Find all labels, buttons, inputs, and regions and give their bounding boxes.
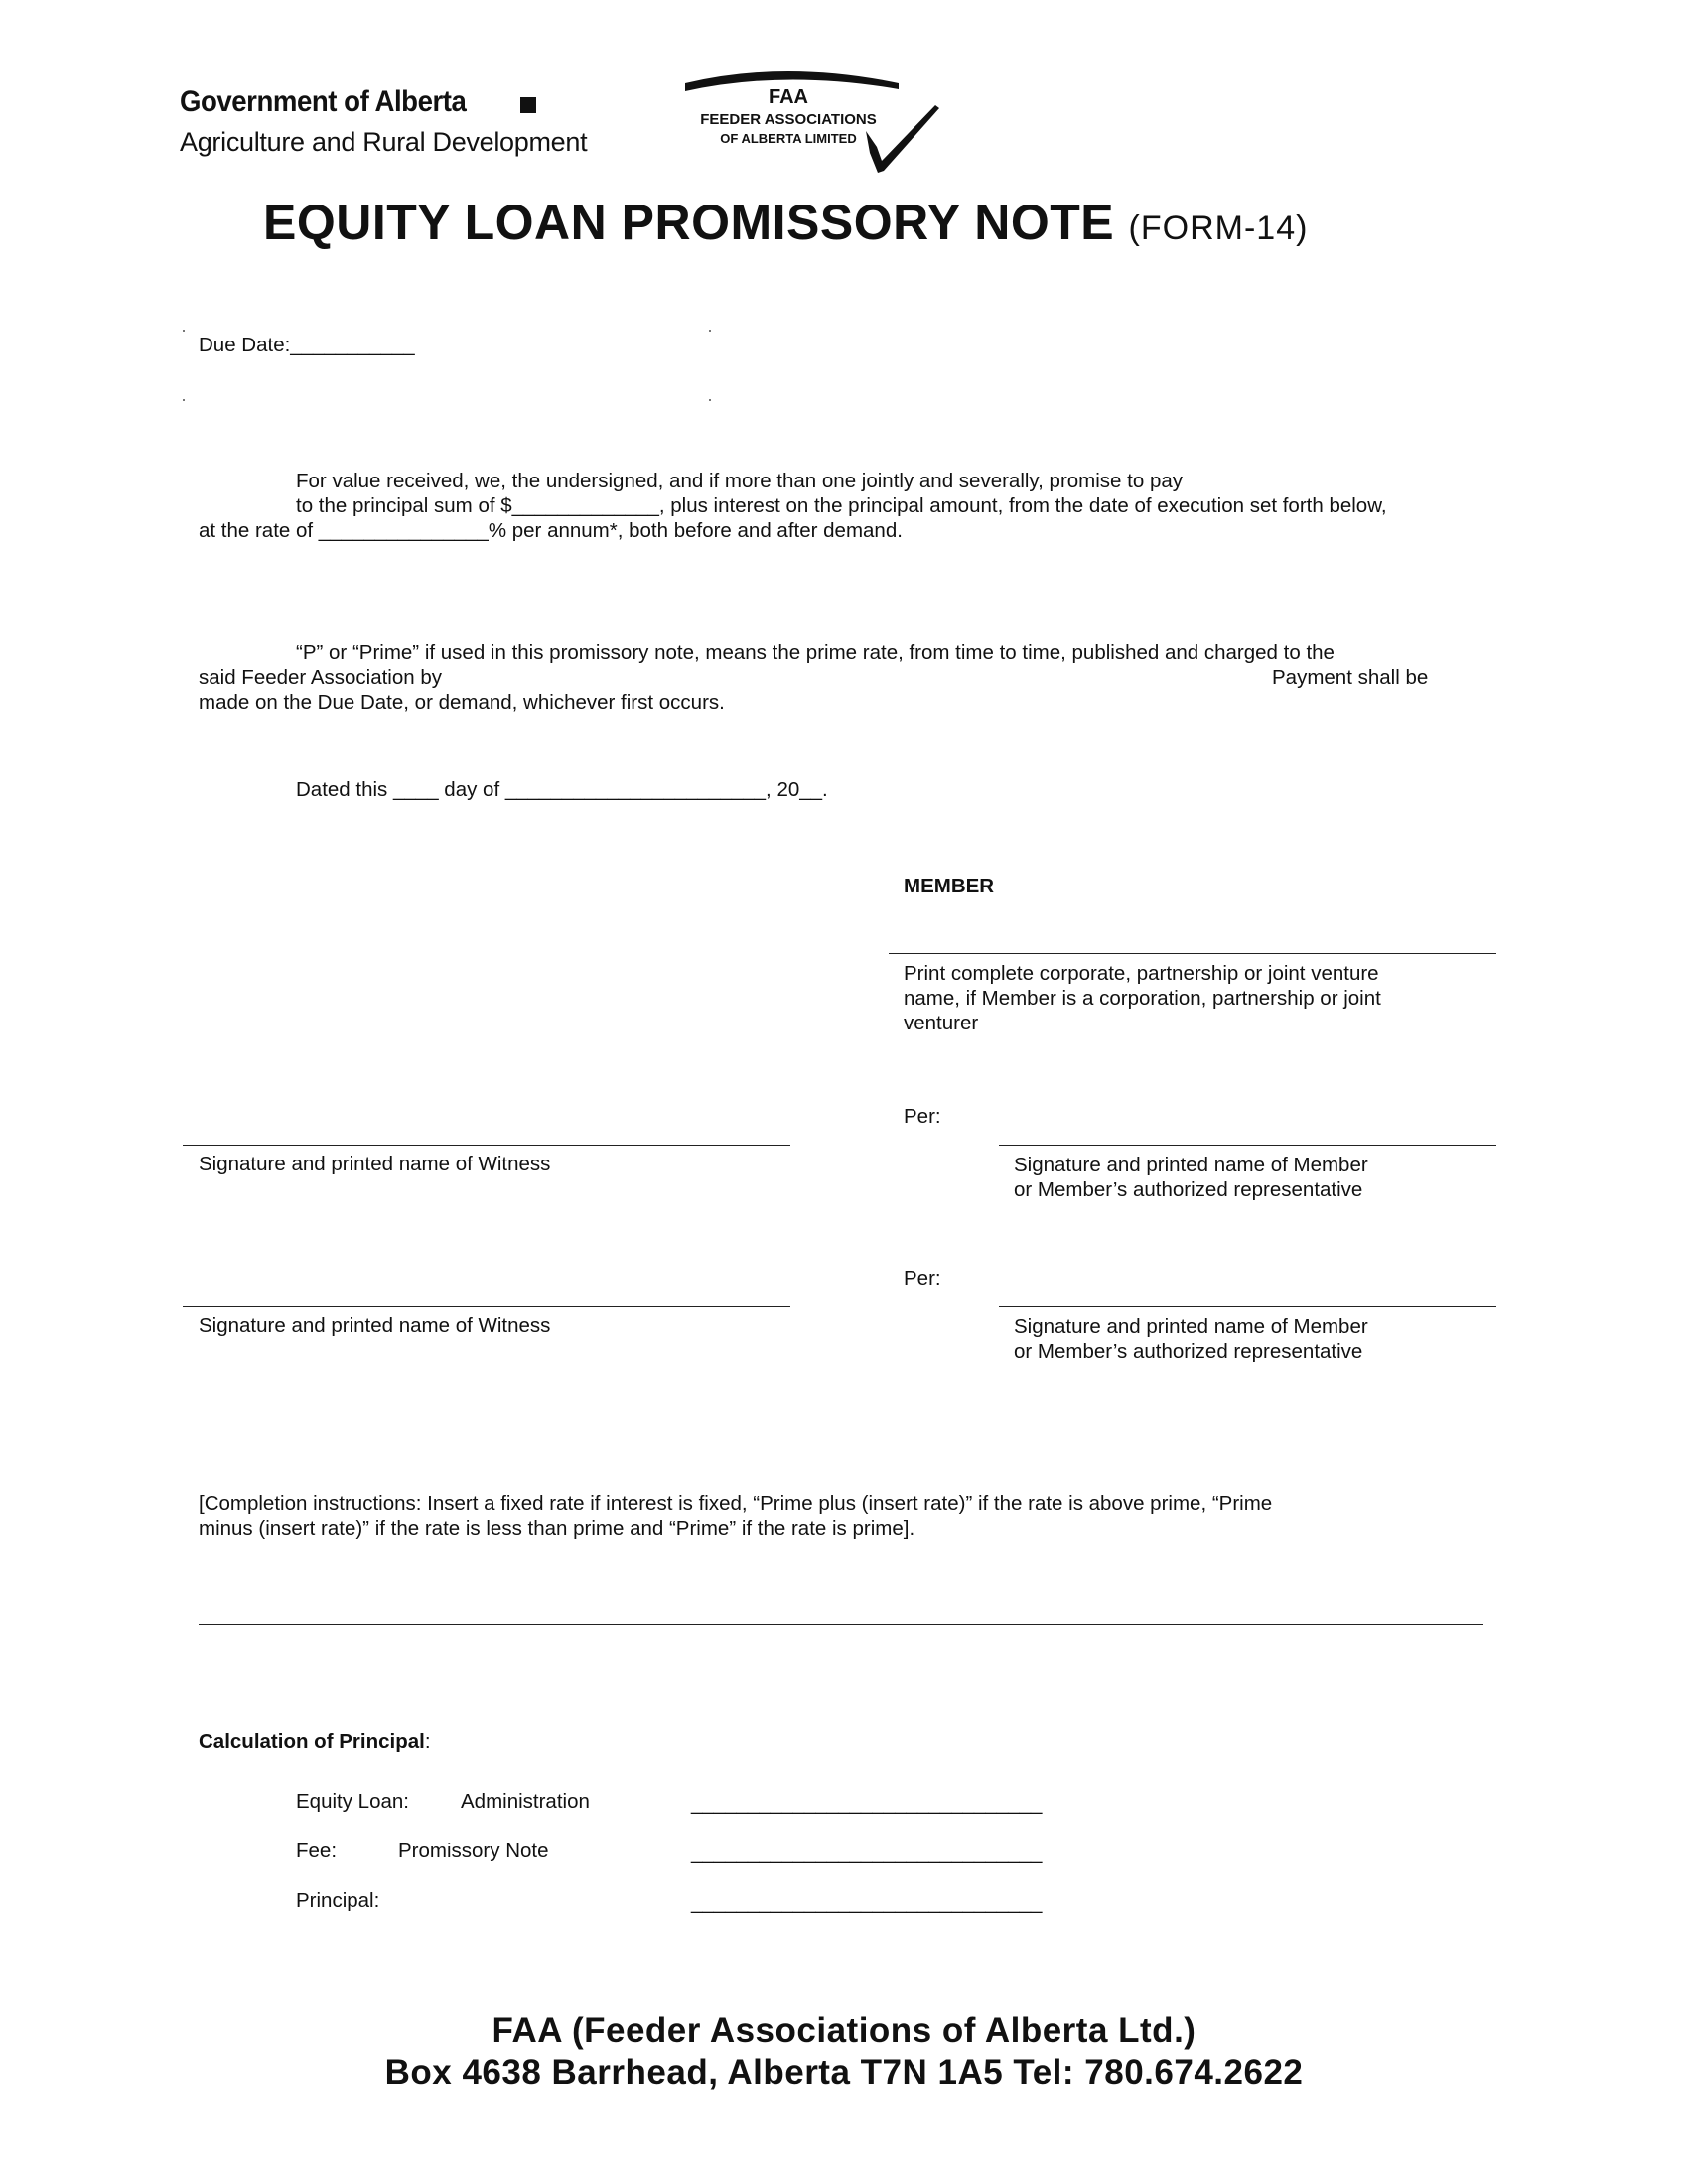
logo-line3: OF ALBERTA LIMITED (720, 131, 857, 146)
calculation-heading-colon: : (424, 1730, 431, 1753)
form-code: (FORM-14) (1128, 209, 1309, 247)
form-title-text: EQUITY LOAN PROMISSORY NOTE (263, 195, 1115, 250)
form-title (263, 194, 1308, 251)
calc-row1-label: Equity Loan: (296, 1790, 409, 1813)
para2-line2b: Payment shall be (1272, 666, 1429, 689)
member-print-note-1: Print complete corporate, partnership or joint venture (904, 962, 1379, 985)
government-of-alberta-title: Government of Alberta (180, 85, 467, 118)
member-sig-label-1b: or Member’s authorized representative (1014, 1178, 1363, 1201)
witness-label-2: Signature and printed name of Witness (199, 1314, 551, 1337)
calc-row3-blank[interactable]: _______________________________ (691, 1891, 1043, 1914)
member-name-line[interactable] (889, 953, 1496, 954)
calculation-heading (199, 1729, 431, 1755)
member-signature-line-1[interactable] (999, 1145, 1496, 1146)
completion-line2: minus (insert rate)” if the rate is less than prime and “Prime” if the rate is prime]. (199, 1517, 915, 1540)
witness-label-1: Signature and printed name of Witness (199, 1153, 551, 1175)
dated-line[interactable]: Dated this ____ day of _______________________, 20__. (296, 778, 828, 801)
member-sig-label-1a: Signature and printed name of Member (1014, 1154, 1368, 1176)
per-label-1: Per: (904, 1105, 941, 1128)
member-signature-line-2[interactable] (999, 1306, 1496, 1307)
scan-dot (183, 399, 185, 401)
alberta-square-mark (520, 97, 536, 113)
logo-line2: FEEDER ASSOCIATIONS (700, 111, 877, 128)
witness-signature-line-1[interactable] (183, 1145, 790, 1146)
para2-line2a: said Feeder Association by (199, 666, 442, 689)
calc-row3-label: Principal: (296, 1889, 380, 1912)
member-print-note-3: venturer (904, 1012, 979, 1034)
scan-dot (183, 330, 185, 332)
scan-dot (709, 399, 711, 401)
faa-logo (685, 66, 943, 175)
para2-line3: made on the Due Date, or demand, whichever first occurs. (199, 691, 725, 714)
para1-line3: at the rate of _______________% per annum*, both before and after demand. (199, 519, 903, 542)
calc-row2-label: Fee: (296, 1840, 338, 1862)
member-sig-label-2b: or Member’s authorized representative (1014, 1340, 1363, 1363)
para1-line2: to the principal sum of $_____________, plus interest on the principal amount, from the date of execution set forth below, (296, 494, 1387, 517)
department-name: Agriculture and Rural Development (180, 127, 588, 157)
para2-line1: “P” or “Prime” if used in this promissory note, means the prime rate, from time to time, published and charged to the (296, 641, 1335, 664)
completion-line1: [Completion instructions: Insert a fixed rate if interest is fixed, “Prime plus (insert rate)” if the rate is above prime, “Prime (199, 1492, 1273, 1515)
member-print-note-2: name, if Member is a corporation, partnership or joint (904, 987, 1381, 1010)
scan-dot (709, 330, 711, 332)
logo-line1: FAA (769, 86, 808, 108)
footer-line1: FAA (Feeder Associations of Alberta Ltd.) (492, 2011, 1196, 2050)
calc-row2-sublabel: Promissory Note (398, 1840, 549, 1862)
calc-row1-blank[interactable]: _______________________________ (691, 1792, 1043, 1815)
witness-signature-line-2[interactable] (183, 1306, 790, 1307)
member-heading: MEMBER (904, 875, 995, 897)
due-date-field[interactable]: Due Date:___________ (199, 334, 415, 356)
checkmark-icon (866, 105, 939, 173)
member-sig-label-2a: Signature and printed name of Member (1014, 1315, 1368, 1338)
calculation-heading-text: Calculation of Principal (199, 1730, 425, 1753)
calc-row1-sublabel: Administration (461, 1790, 590, 1813)
calc-row2-blank[interactable]: _______________________________ (691, 1842, 1043, 1864)
footer-line2: Box 4638 Barrhead, Alberta T7N 1A5 Tel: 780.674.2622 (384, 2053, 1304, 2092)
separator-line (199, 1624, 1483, 1625)
per-label-2: Per: (904, 1267, 941, 1290)
para1-line1: For value received, we, the undersigned, and if more than one jointly and severally, promise to pay (296, 470, 1184, 492)
